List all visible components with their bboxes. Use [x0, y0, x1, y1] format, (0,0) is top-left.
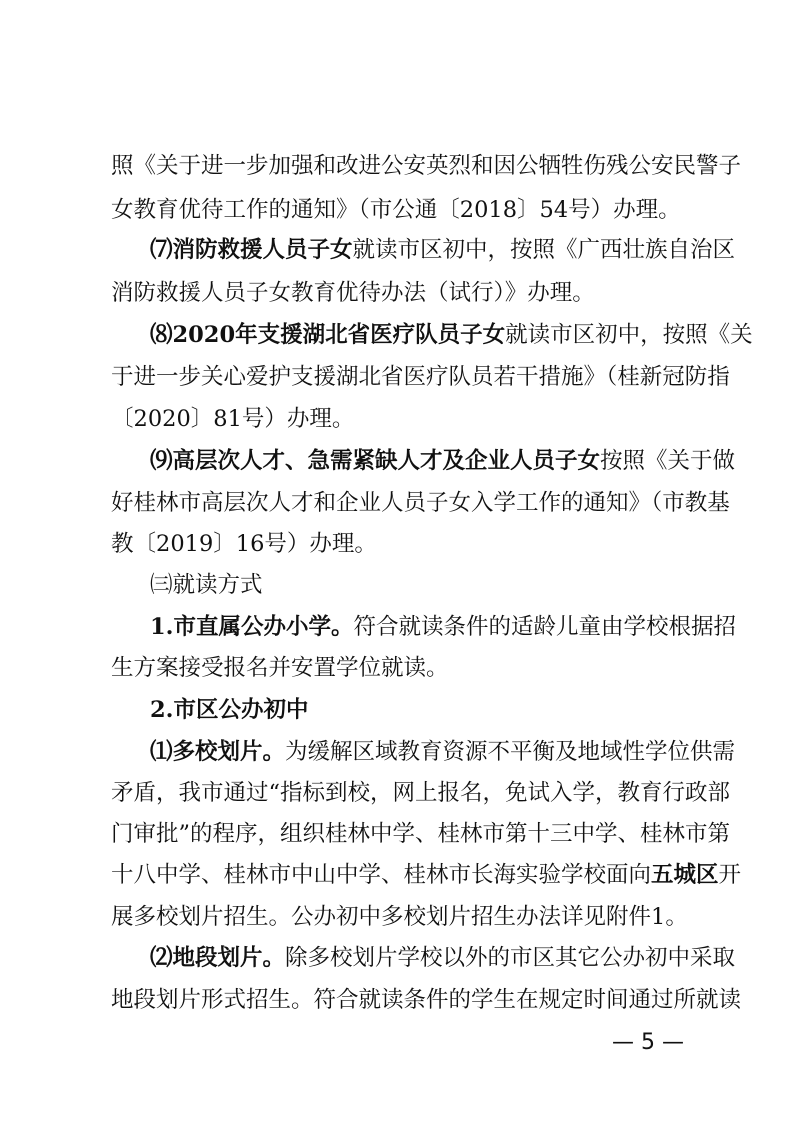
text-segment: 照《关于进一步加强和改进公安英烈和因公牺牲伤残公安民警子 — [111, 153, 742, 179]
bold-text: ⑼高层次人才、急需紧缺人才及企业人员子女 — [150, 448, 601, 474]
text-line — [111, 529, 697, 559]
text-line — [111, 985, 742, 1015]
text-segment: 教〔2019〕16号）办理。 — [111, 531, 377, 557]
text-line — [111, 488, 730, 518]
text-line — [150, 446, 736, 476]
text-segment: 开 — [718, 862, 742, 888]
bold-text: ⑴多校划片。 — [150, 739, 286, 765]
text-segment: 为缓解区域教育资源不平衡及地域性学位供需 — [285, 739, 736, 765]
text-segment: 消防救援人员子女教育优待办法（试行）》办理。 — [111, 280, 595, 306]
text-line — [111, 653, 697, 683]
text-segment: 除多校划片学校以外的市区其它公办初中采取 — [285, 945, 736, 971]
text-line — [111, 819, 731, 849]
text-segment: 按照《关于做 — [600, 448, 736, 474]
bold-text: ⑺消防救援人员子女 — [150, 237, 353, 263]
bold-text: 五城区 — [651, 862, 719, 888]
subsection-heading — [150, 695, 697, 725]
text-line — [111, 151, 742, 181]
text-segment: 好桂林市高层次人才和企业人员子女入学工作的通知》（市教基 — [111, 490, 730, 516]
bold-text: ⑵地段划片。 — [150, 945, 286, 971]
text-segment: 就读市区初中，按照《关 — [505, 322, 753, 348]
text-line — [111, 404, 697, 434]
text-line — [111, 195, 697, 225]
text-line — [150, 737, 736, 767]
text-line — [111, 902, 697, 932]
text-line — [111, 860, 742, 890]
bold-text: 1.市直属公办小学。 — [150, 614, 354, 640]
text-segment: 女教育优待工作的通知》（市公通〔2018〕54号）办理。 — [111, 197, 681, 223]
page-number: — 5 — — [612, 1030, 684, 1055]
text-segment: 符合就读条件的适龄儿童由学校根据招 — [353, 614, 737, 640]
text-line — [111, 362, 730, 392]
text-line — [150, 612, 737, 642]
bold-text: ⑻2020年支援湖北省医疗队员子女 — [150, 322, 506, 348]
text-segment: 十八中学、桂林市中山中学、桂林市长海实验学校面向 — [111, 862, 652, 888]
text-segment: 门审批”的程序，组织桂林中学、桂林市第十三中学、桂林市第 — [111, 821, 731, 847]
text-line — [150, 943, 736, 973]
text-segment: 矛盾，我市通过“指标到校，网上报名，免试入学，教育行政部 — [111, 780, 731, 806]
text-line — [150, 235, 736, 265]
text-segment: 地段划片形式招生。符合就读条件的学生在规定时间通过所就读 — [111, 987, 742, 1013]
text-line — [111, 778, 731, 808]
text-segment: 展多校划片招生。公办初中多校划片招生办法详见附件1。 — [111, 904, 688, 930]
text-segment: 于进一步关心爱护支援湖北省医疗队员若干措施》（桂新冠防指 — [111, 364, 730, 390]
section-heading — [150, 570, 697, 600]
text-segment: 生方案接受报名并安置学位就读。 — [111, 655, 449, 681]
text-segment: ㈢就读方式 — [150, 572, 263, 598]
text-line — [111, 278, 697, 308]
text-segment: 就读市区初中，按照《广西壮族自治区 — [352, 237, 736, 263]
bold-text: 2.市区公办初中 — [150, 697, 309, 723]
text-line — [150, 320, 753, 350]
text-segment: 〔2020〕81号）办理。 — [111, 406, 355, 432]
